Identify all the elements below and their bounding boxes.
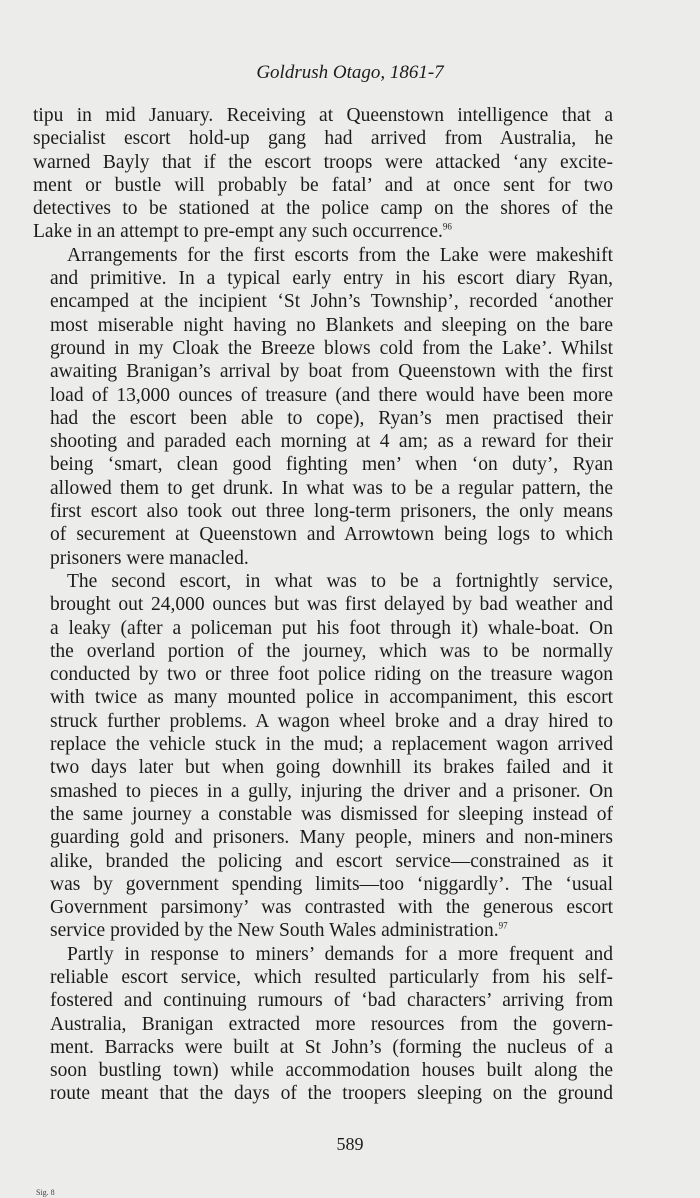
line-text: tipu in mid January. Receiving at Queenstown intelligence that a [33,105,613,126]
text-line [33,1082,613,1105]
line-text: load of 13,000 ounces of treasure (and there would have been more [50,384,613,406]
text-line [33,290,613,313]
text-line [33,477,613,500]
text-line [33,360,613,383]
text-line [33,104,613,127]
text-line [33,430,613,453]
line-text: the same journey a constable was dismissed for sleeping instead of [50,803,613,825]
text-line [33,1013,613,1036]
line-text: and primitive. In a typical early entry in his escort diary Ryan, [50,268,613,290]
line-text: service provided by the New South Wales administration. [50,920,499,942]
line-text: a leaky (after a policeman put his foot through it) whale-boat. On [50,617,613,639]
text-line [33,174,613,197]
text-line [33,826,613,849]
line-text: encamped at the incipient ‘St John’s Township’, recorded ‘another [50,291,613,313]
text-line [33,943,613,966]
line-text: specialist escort hold-up gang had arrived from Australia, he [33,128,613,150]
text-line [33,570,613,593]
line-text: The second escort, in what was to be a fortnightly service, [67,570,613,592]
text-line [33,919,613,942]
text-line [33,989,613,1012]
text-line [33,407,613,430]
line-text: the overland portion of the journey, which was to be normally [50,640,613,662]
text-line [33,453,613,476]
text-line [33,337,613,360]
line-text: reliable escort service, which resulted particularly from his self- [50,966,613,988]
text-line [33,127,613,150]
text-line [33,803,613,826]
line-text: of securement at Queenstown and Arrowtown being logs to which [50,524,613,546]
line-text: warned Bayly that if the escort troops were attacked ‘any excite- [33,151,613,173]
page-number: 589 [336,1134,364,1154]
line-text: guarding gold and prisoners. Many people, miners and non-miners [50,827,613,849]
line-text: awaiting Branigan’s arrival by boat from Queenstown with the first [50,361,613,383]
line-text: Partly in response to miners’ demands for a more frequent and [67,943,613,965]
line-text: being ‘smart, clean good fighting men’ when ‘on duty’, Ryan [50,454,613,476]
footnote-marker: 97 [498,920,508,931]
text-line [33,384,613,407]
text-line [33,220,613,243]
paragraph [33,570,613,943]
text-line [33,500,613,523]
line-text: had the escort been able to cope), Ryan’s men practised their [50,407,613,429]
line-text: Government parsimony’ was contrasted with the generous escort [50,897,613,919]
paragraph [33,943,613,1106]
text-line [33,547,613,570]
line-text: first escort also took out three long-term prisoners, the only means [50,501,613,523]
line-text: replace the vehicle stuck in the mud; a replacement wagon arrived [50,734,613,756]
line-text: ment or bustle will probably be fatal’ and at once sent for two [33,174,613,196]
text-line [33,197,613,220]
line-text: Arrangements for the first escorts from the Lake were makeshift [67,244,613,266]
line-text: two days later but when going downhill its brakes failed and it [50,757,613,779]
line-text: with twice as many mounted police in accompaniment, this escort [50,687,613,709]
running-head: Goldrush Otago, 1861-7 [256,62,444,83]
paragraph [33,104,613,244]
text-line [33,1059,613,1082]
line-text: shooting and paraded each morning at 4 am; as a reward for their [50,431,613,453]
text-line [33,523,613,546]
line-text: most miserable night having no Blankets and sleeping on the bare [50,314,613,336]
line-text: was by government spending limits—too ‘niggardly’. The ‘usual [50,873,613,895]
text-line [33,710,613,733]
text-line [33,966,613,989]
line-text: allowed them to get drunk. In what was to be a regular pattern, the [50,477,613,499]
text-line [33,873,613,896]
line-text: Australia, Branigan extracted more resources from the govern- [50,1013,613,1035]
line-text: Lake in an attempt to pre-empt any such occurrence. [33,221,443,243]
text-line [33,617,613,640]
line-text: alike, branded the policing and escort service—constrained as it [50,850,613,872]
text-line [33,314,613,337]
line-text: smashed to pieces in a gully, injuring the driver and a prisoner. On [50,780,613,802]
text-line [33,733,613,756]
line-text: ground in my Cloak the Breeze blows cold from the Lake’. Whilst [50,337,613,359]
text-line [33,686,613,709]
paragraph [33,244,613,570]
text-line [33,663,613,686]
line-text: struck further problems. A wagon wheel broke and a dray hired to [50,710,613,732]
text-line [33,267,613,290]
text-line [33,151,613,174]
line-text: ment. Barracks were built at St John’s (forming the nucleus of a [50,1036,613,1058]
line-text: route meant that the days of the troopers sleeping on the ground [50,1083,613,1105]
footnote-marker: 96 [442,221,452,232]
body-text [33,104,613,1106]
text-line [33,640,613,663]
text-line [33,780,613,803]
line-text: soon bustling town) while accommodation houses built along the [50,1060,613,1082]
text-line [33,1036,613,1059]
line-text: prisoners were manacled. [50,547,249,569]
text-line [33,244,613,267]
line-text: conducted by two or three foot police riding on the treasure wagon [50,664,613,686]
text-line [33,756,613,779]
line-text: detectives to be stationed at the police camp on the shores of the [33,198,613,220]
text-line [33,850,613,873]
signature-mark: Sig. 8 [36,1188,55,1197]
text-line [33,593,613,616]
text-line [33,896,613,919]
line-text: fostered and continuing rumours of ‘bad characters’ arriving from [50,990,613,1012]
line-text: brought out 24,000 ounces but was first delayed by bad weather and [50,594,613,616]
